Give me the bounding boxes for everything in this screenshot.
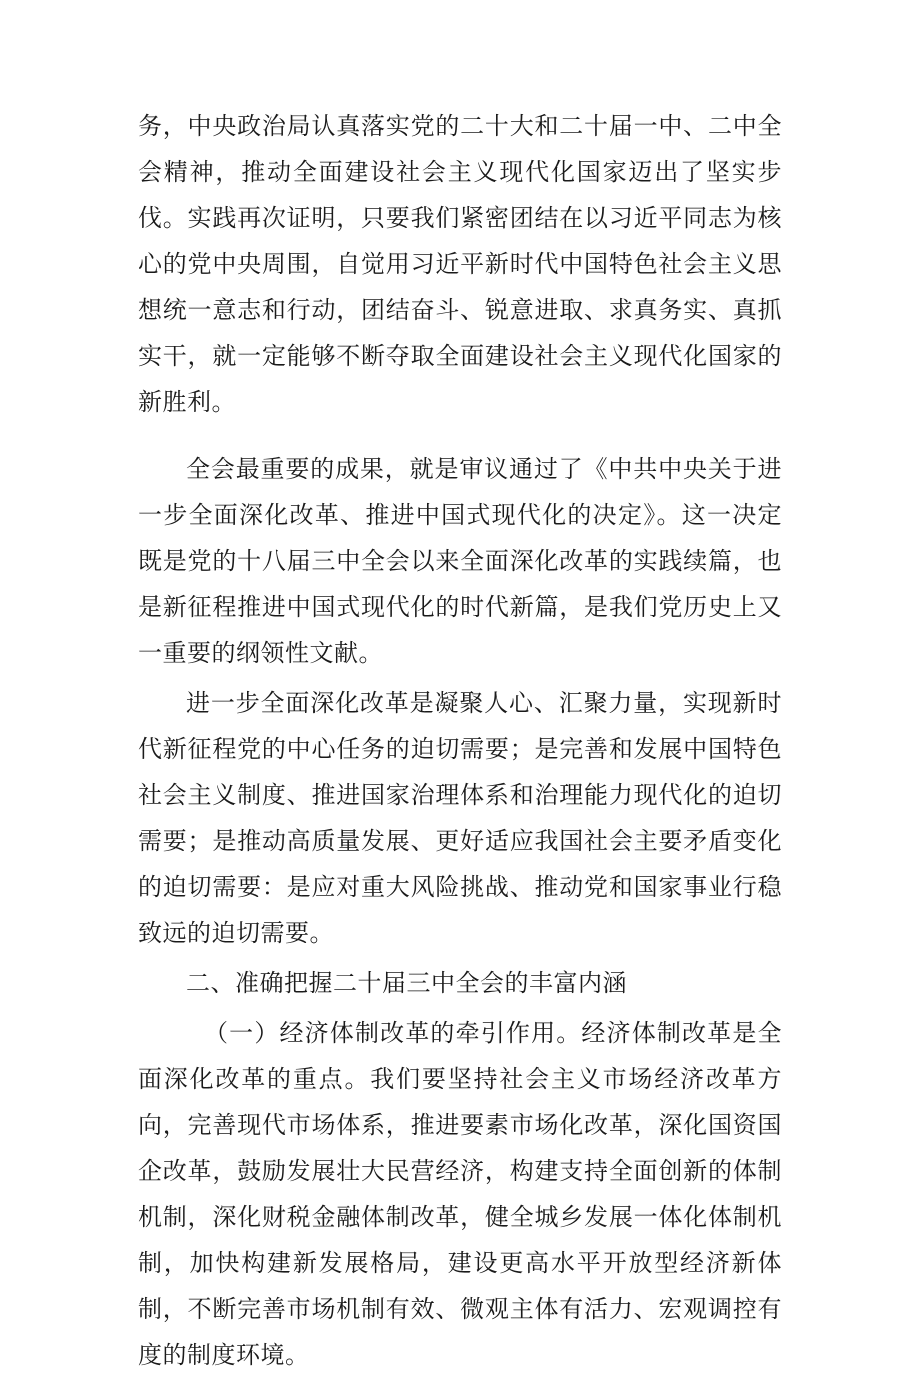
paragraph-plenum-outcome: 全会最重要的成果，就是审议通过了《中共中央关于进一步全面深化改革、推进中国式现代化的决定》。这一决定既是党的十八届三中全会以来全面深化改革的实践续篇，也是新征程推进中国式现代化的时代新篇，是我们党历史上又一重要的纲领性文献。: [138, 455, 782, 667]
document-page: [138, 103, 782, 1378]
paragraph-economic-reform: （一）经济体制改革的牵引作用。经济体制改革是全面深化改革的重点。我们要坚持社会主义市场经济改革方向，完善现代市场体系，推进要素市场化改革，深化国资国企改革，鼓励发展壮大民营经济，构建支持全面创新的体制机制，深化财税金融体制改革，健全城乡发展一体化体制机制，加快构建新发展格局，建设更高水平开放型经济新体制，不断完善市场机制有效、微观主体有活力、宏观调控有度的制度环境。: [138, 1019, 782, 1369]
paragraph-continuation: 务，中央政治局认真落实党的二十大和二十届一中、二中全会精神，推动全面建设社会主义现代化国家迈出了坚实步伐。实践再次证明，只要我们紧密团结在以习近平同志为核心的党中央周围，自觉用习近平新时代中国特色社会主义思想统一意志和行动，团结奋斗、锐意进取、求真务实、真抓实干，就一定能够不断夺取全面建设社会主义现代化国家的新胜利。: [138, 112, 782, 416]
section-heading: 二、准确把握二十届三中全会的丰富内涵: [186, 969, 627, 997]
paragraph-reform-needs: 进一步全面深化改革是凝聚人心、汇聚力量，实现新时代新征程党的中心任务的迫切需要；是完善和发展中国特色社会主义制度、推进国家治理体系和治理能力现代化的迫切需要；是推动高质量发展、更好适应我国社会主要矛盾变化的迫切需要：是应对重大风险挑战、推动党和国家事业行稳致远的迫切需要。: [138, 689, 782, 947]
